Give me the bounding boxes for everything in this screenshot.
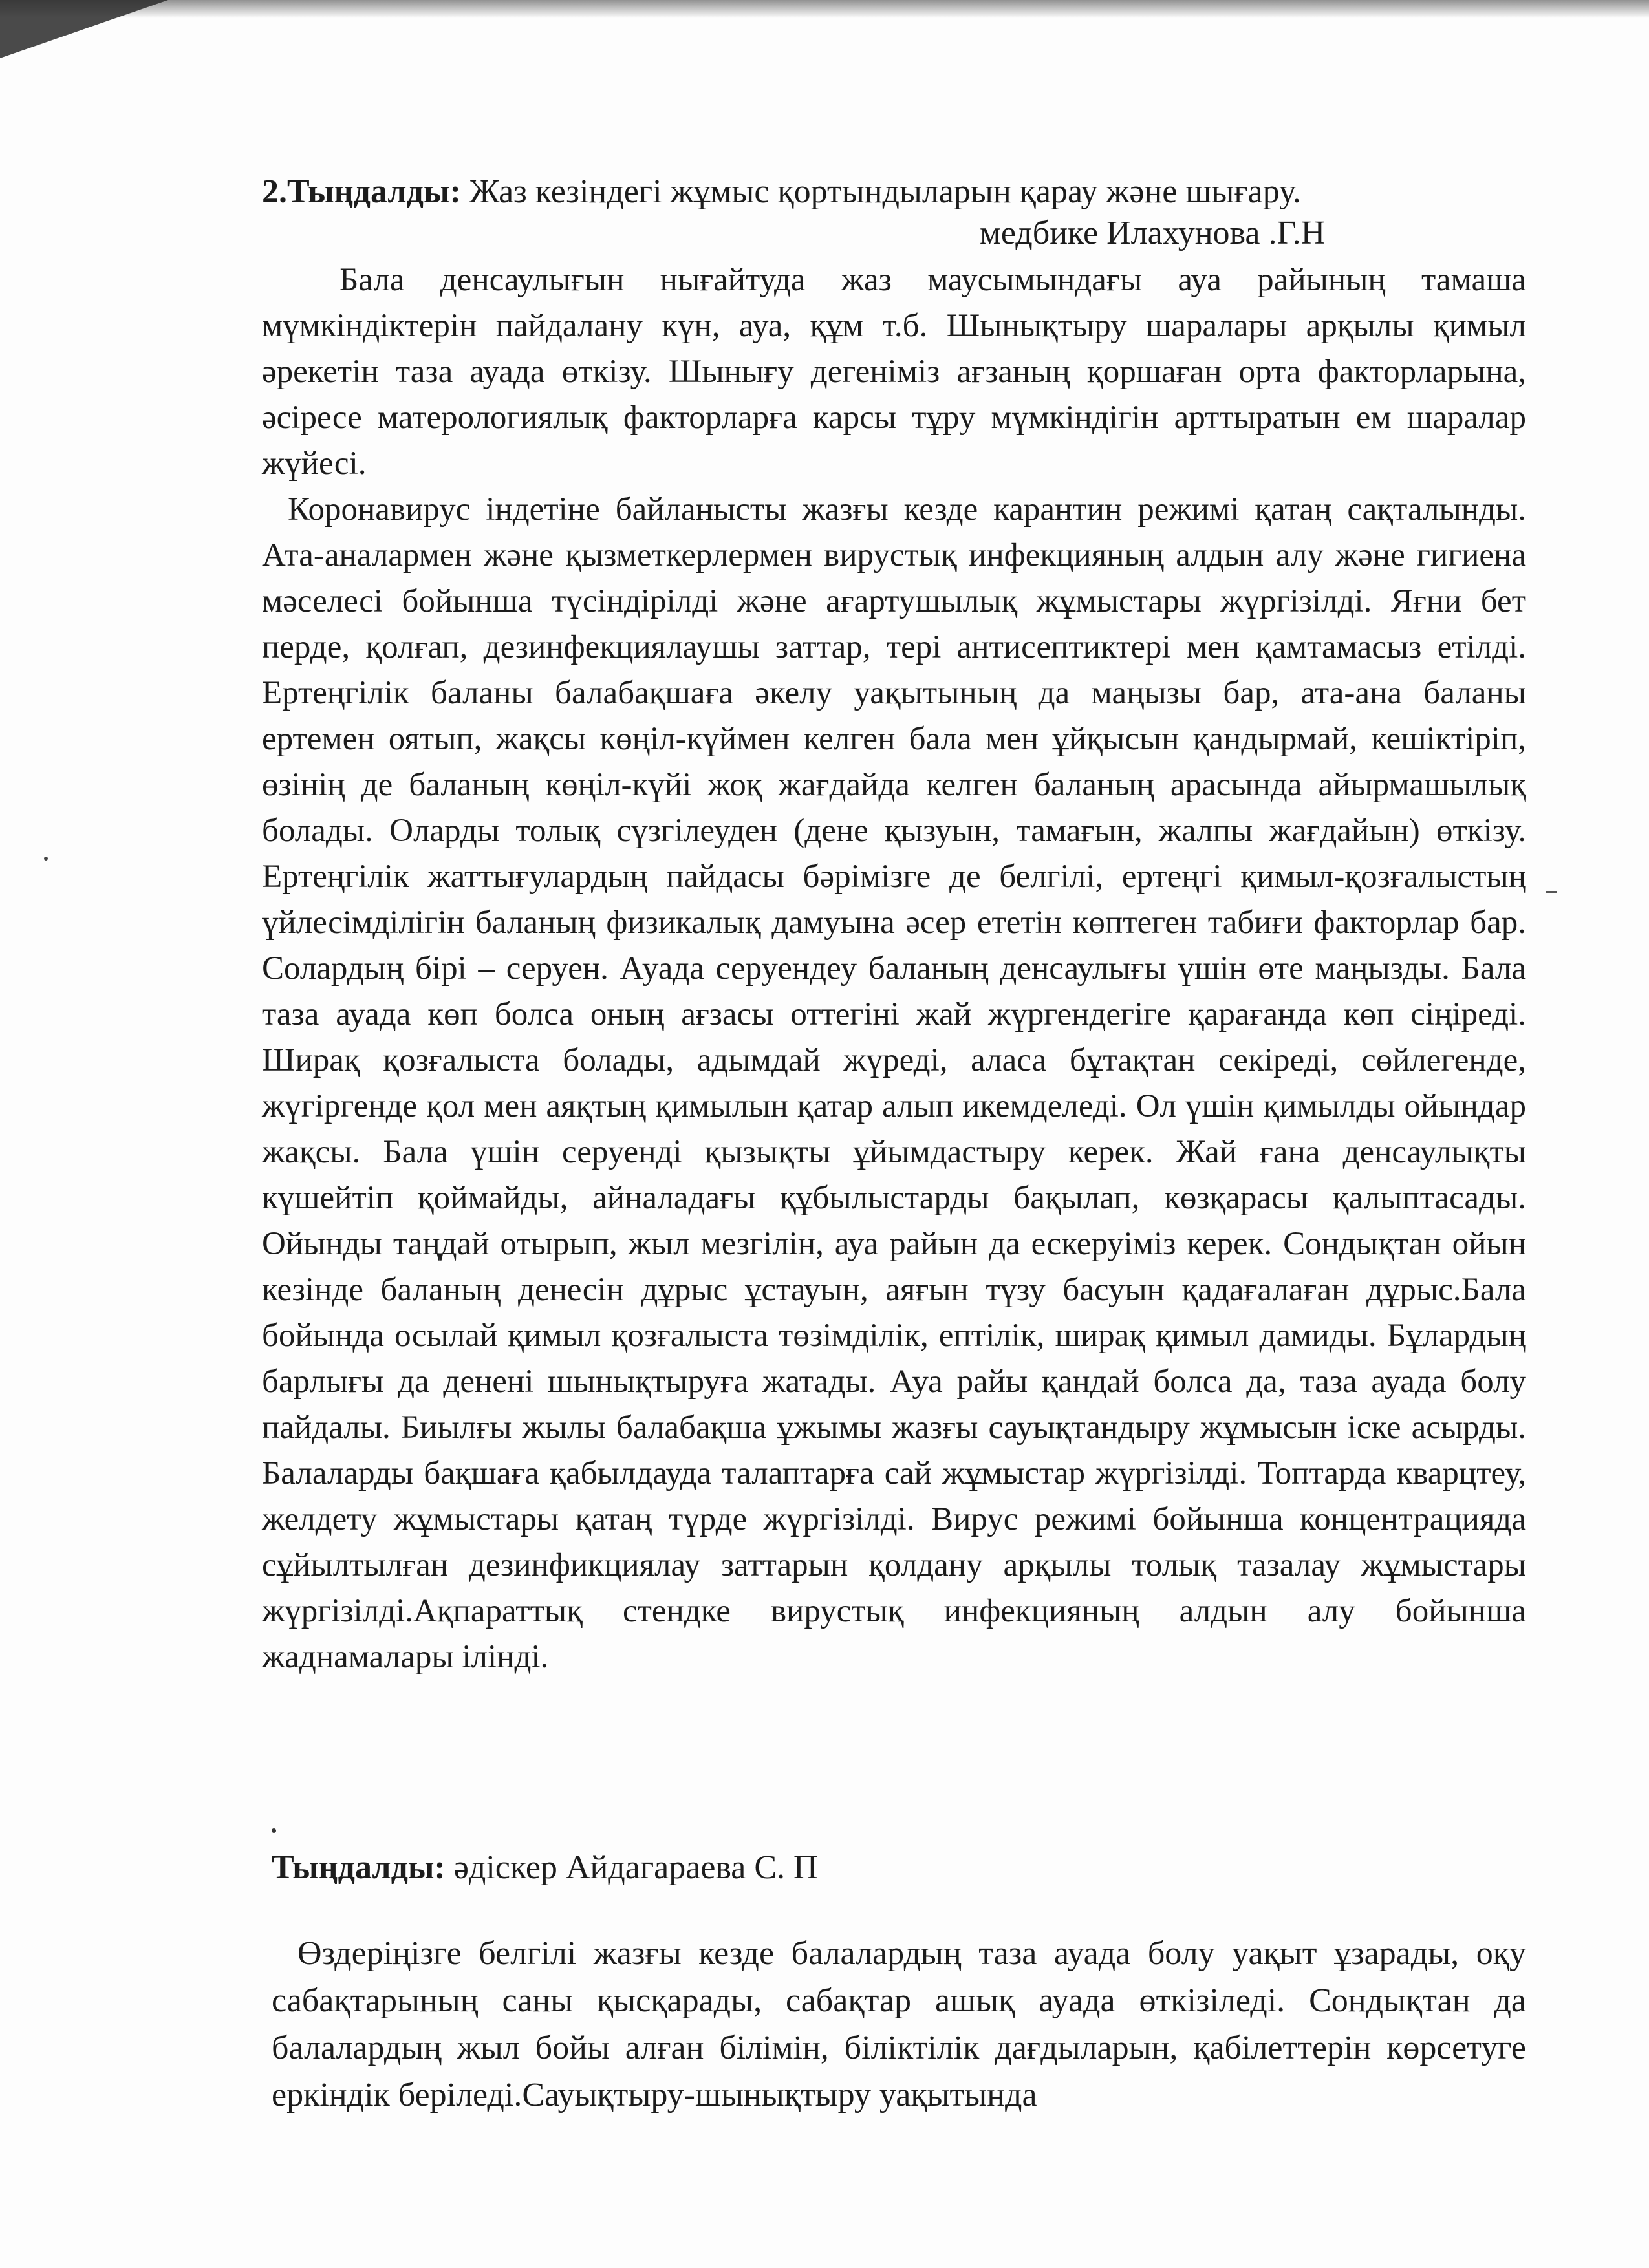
folded-corner bbox=[0, 0, 168, 58]
stray-dot-mark bbox=[272, 1828, 276, 1833]
section1-paragraph-2: Коронавирус індетіне байланысты жазғы кезде карантин режимі қатаң сақталынды. Ата-аналармен және қызметкерлермен вирустық инфекцияның алдын алу және гигиена мәселесі бойынша түсіндірілді және ағартушылық жұмыстары жүргізілді. Яғни бет перде, қолғап, дезинфекциялаушы заттар, тері антисептиктері мен қамтамасыз етілді. Ертеңгілік баланы балабақшаға әкелу уақытының да маңызы бар, ата-ана баланы ертемен оятып, жақсы көңіл-күймен келген бала мен ұйқысын қандырмай, кешіктіріп, өзінің де баланың көңіл-күйі жоқ жағдайда келген баланың арасында айырмашылық болады. Оларды толық сүзгілеуден (дене қызуын, тамағын, жалпы жағдайын) өткізу. Ертеңгілік жаттығулардың пайдасы бәрімізге де белгілі, ертеңгі қимыл-қозғалыстың үйлесімділігін баланың физикалық дамуына әсер ететін көптеген табиғи факторлар бар. Солардың бірі – серуен. Ауада серуендеу баланың денсаулығы үшін өте маңызды. Бала таза ауада көп болса оның ағзасы оттегіні жай жүргендегіге қарағанда көп сіңіреді. Ширақ қозғалыста болады, адымдай жүреді, аласа бұтақтан секіреді, сөйлегенде, жүгіргенде қол мен аяқтың қимылын қатар алып икемделеді. Ол үшін қимылды ойындар жақсы. Бала үшін серуенді қызықты ұйымдастыру керек. Жай ғана денсаулықты күшейтіп қоймайды, айналадағы құбылыстарды бақылап, көзқарасы қалыптасады. Ойынды таңдай отырып, жыл мезгілін, ауа райын да ескеруіміз керек. Сондықтан ойын кезінде баланың денесін дұрыс ұстауын, аяғын түзу басуын қадағалаған дұрыс.Бала бойында осылай қимыл қозғалыста төзімділік, ептілік, ширақ қимыл дамиды. Бұлардың барлығы да денені шынықтыруға жатады. Ауа райы қандай болса да, таза ауада болу пайдалы. Биылғы жылы балабақша ұжымы жазғы сауықтандыру жұмысын іске асырды. Балаларды бақшаға қабылдауда талаптарға сай жұмыстар жүргізілді. Топтарда кварцтеу, желдету жұмыстары қатаң түрде жүргізілді. Вирус режимі бойынша концентрацияда сұйылтылған дезинфикциялау заттарын қолдану арқылы толық тазалау жұмыстары жүргізілді.Ақпараттық стендке вирустық инфекцияның алдын алу бойынша жаднамалары ілінді. bbox=[262, 491, 1526, 1675]
section2-heading-label: Тыңдалды: bbox=[272, 1849, 446, 1886]
section1-paragraph-1: Бала денсаулығын нығайтуда жаз маусымындағы ауа райының тамаша мүмкіндіктерін пайдалану күн, ауа, құм т.б. Шынықтыру шаралары арқылы қимыл әрекетін таза ауада өткізу. Шынығу дегеніміз ағзаның қоршаған орта факторларына, әсіресе матерологиялық факторларға карсы тұру мүмкіндігін арттыратын ем шаралар жүйесі. bbox=[262, 262, 1526, 482]
section1-heading-label: 2.Тыңдалды: bbox=[262, 173, 461, 210]
section2-heading bbox=[272, 1845, 818, 1890]
margin-dash-mark bbox=[1546, 891, 1557, 893]
section1-author: медбике Илахунова .Г.Н bbox=[980, 215, 1326, 251]
section2-body bbox=[272, 1930, 1526, 2119]
section2-heading-text: әдіскер Айдагараева С. П bbox=[445, 1849, 818, 1886]
scan-edge-shadow bbox=[0, 0, 1649, 18]
margin-dot-mark bbox=[44, 857, 48, 861]
section1-body bbox=[262, 257, 1526, 1680]
section2-paragraph: Өздеріңізге белгілі жазғы кезде балалардың таза ауада болу уақыт ұзарады, оқу сабақтарының саны қысқарады, сабақтар ашық ауада өткізіледі. Сондықтан да балалардың жыл бойы алған білімін, біліктілік дағдыларын, қабілеттерін көрсетуге еркіндік беріледі.Сауықтыру-шынықтыру уақытында bbox=[272, 1935, 1526, 2113]
section1-heading-text: Жаз кезіндегі жұмыс қортындыларын қарау және шығару. bbox=[460, 173, 1301, 210]
section1-heading bbox=[262, 169, 1301, 215]
